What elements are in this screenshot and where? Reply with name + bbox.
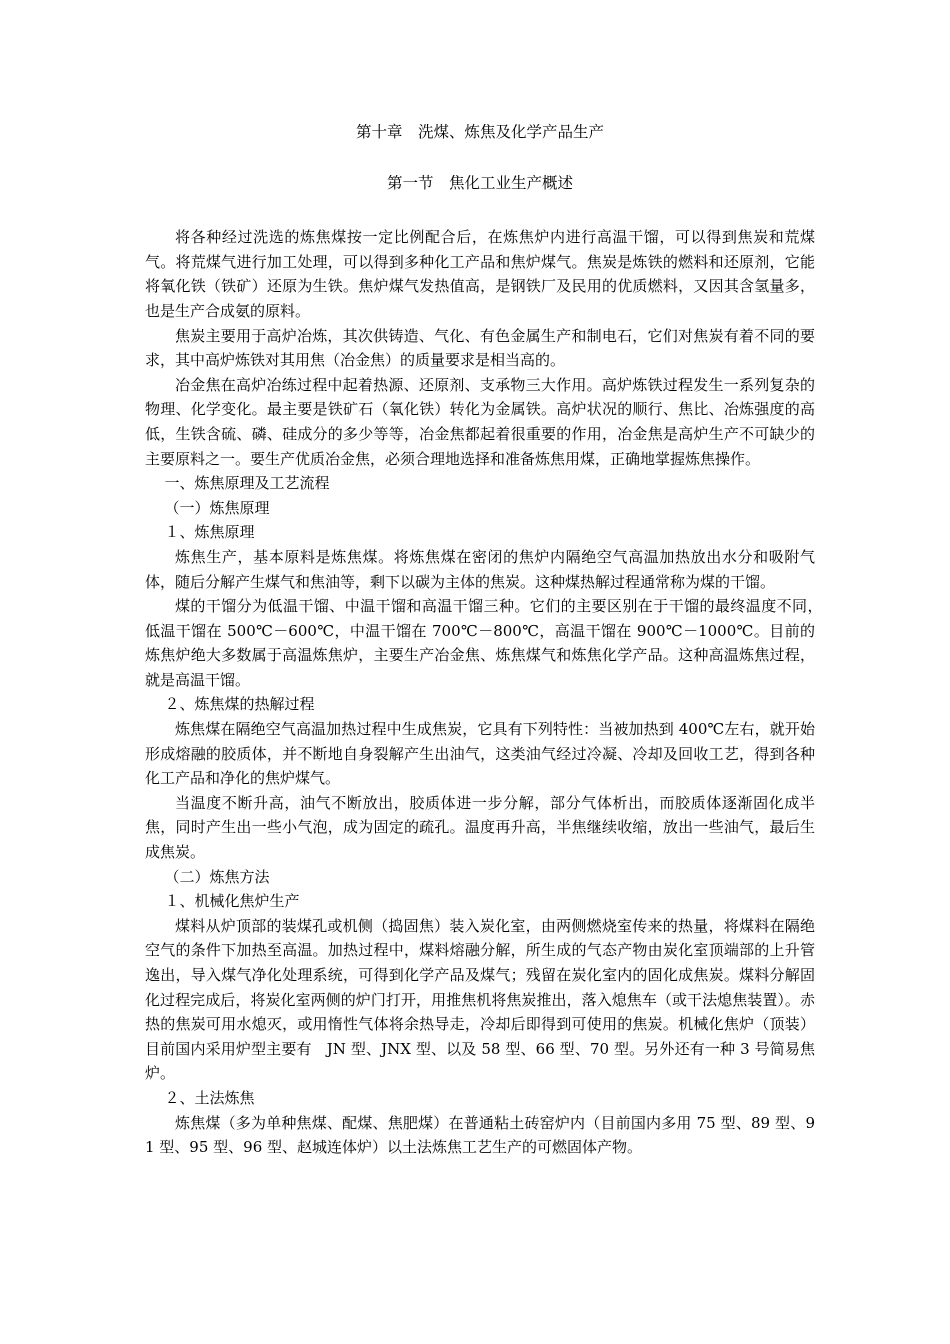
section-heading: 一、炼焦原理及工艺流程 (164, 474, 330, 493)
section-heading: １、炼焦原理 (164, 523, 255, 542)
section-heading: ２、炼焦煤的热解过程 (164, 695, 315, 714)
body-paragraph: 煤料从炉顶部的装煤孔或机侧（捣固焦）装入炭化室，由两侧燃烧室传来的热量，将煤料在隔绝空气的条件下加热至高温。加热过程中，煤料熔融分解，所生成的气态产物由炭化室顶端部的上升管逸出，导入煤气净化处理系统，可得到化学产品及煤气；残留在炭化室内的固化成焦炭。煤料分解固化过程完成后，将炭化室两侧的炉门打开，用推焦机将焦炭推出，落入熄焦车（或干法熄焦装置）。赤热的焦炭可用水熄灭，或用惰性气体将余热导走，冷却后即得到可使用的焦炭。机械化焦炉（顶装）目前国内采用炉型主要有 JN 型、JNX 型、以及 58 型、66 型、70 型。另外还有一种 3 号简易焦炉。 (145, 916, 815, 1083)
body-paragraph: 焦炭主要用于高炉冶炼，其次供铸造、气化、有色金属生产和制电石，它们对焦炭有着不同的要求，其中高炉炼铁对其用焦（冶金焦）的质量要求是相当高的。 (145, 326, 815, 370)
body-paragraph: 煤的干馏分为低温干馏、中温干馏和高温干馏三种。它们的主要区别在于干馏的最终温度不同， 低温干馏在 500℃－600℃，中温干馏在 700℃－800℃，高温干馏在 900℃－1000℃。目前的炼焦炉绝大多数属于高温炼焦炉，主要生产冶金焦、炼焦煤气和炼焦化学产品。这种高温炼焦过程，就是高温干馏。 (145, 597, 831, 689)
section-heading: （二）炼焦方法 (164, 867, 270, 886)
section-heading: １、机械化焦炉生产 (164, 892, 300, 911)
section-heading: （一）炼焦原理 (164, 498, 270, 517)
body-paragraph: 将各种经过洗选的炼焦煤按一定比例配合后，在炼焦炉内进行高温干馏，可以得到焦炭和荒煤气。将荒煤气进行加工处理，可以得到多种化工产品和焦炉煤气。焦炭是炼铁的燃料和还原剂，它能将氧化铁（铁矿）还原为生铁。焦炉煤气发热值高，是钢铁厂及民用的优质燃料，又因其含氢量多，也是生产合成氨的原料。 (145, 228, 815, 320)
chapter-title: 第十章 洗煤、炼焦及化学产品生产 (355, 123, 604, 141)
body-paragraph: 炼焦生产，基本原料是炼焦煤。将炼焦煤在密闭的焦炉内隔绝空气高温加热放出水分和吸附气体，随后分解产生煤气和焦油等，剩下以碳为主体的焦炭。这种煤热解过程通常称为煤的干馏。 (145, 547, 815, 591)
body-paragraph: 冶金焦在高炉冶练过程中起着热源、还原剂、支承物三大作用。高炉炼铁过程发生一系列复杂的物理、化学变化。最主要是铁矿石（氧化铁）转化为金属铁。高炉状况的顺行、焦比、冶炼强度的高低，生铁含硫、磷、硅成分的多少等等，冶金焦都起着很重要的作用，冶金焦是高炉生产不可缺少的主要原料之一。要生产优质冶金焦，必须合理地选择和准备炼焦用煤，正确地掌握炼焦操作。 (145, 375, 815, 468)
section-title: 第一节 焦化工业生产概述 (386, 173, 573, 192)
body-paragraph: 炼焦煤（多为单种焦煤、配煤、焦肥煤）在普通粘土砖窑炉内（目前国内多用 75 型、89 型、91 型、95 型、96 型、赵城连体炉）以土法炼焦工艺生产的可燃固体产物。 (145, 1113, 815, 1157)
body-paragraph: 当温度不断升高，油气不断放出，胶质体进一步分解，部分气体析出，而胶质体逐渐固化成半焦，同时产生出一些小气泡，成为固定的疏孔。温度再升高，半焦继续收缩，放出一些油气，最后生成焦炭。 (145, 793, 815, 862)
section-heading: ２、土法炼焦 (164, 1088, 255, 1107)
body-paragraph: 炼焦煤在隔绝空气高温加热过程中生成焦炭，它具有下列特性：当被加热到 400℃左右，就开始形成熔融的胶质体，并不断地自身裂解产生出油气，这类油气经过冷凝、冷却及回收工艺，得到各种化工产品和净化的焦炉煤气。 (145, 720, 815, 788)
document-body (145, 225, 831, 1160)
document-page (145, 120, 831, 1160)
